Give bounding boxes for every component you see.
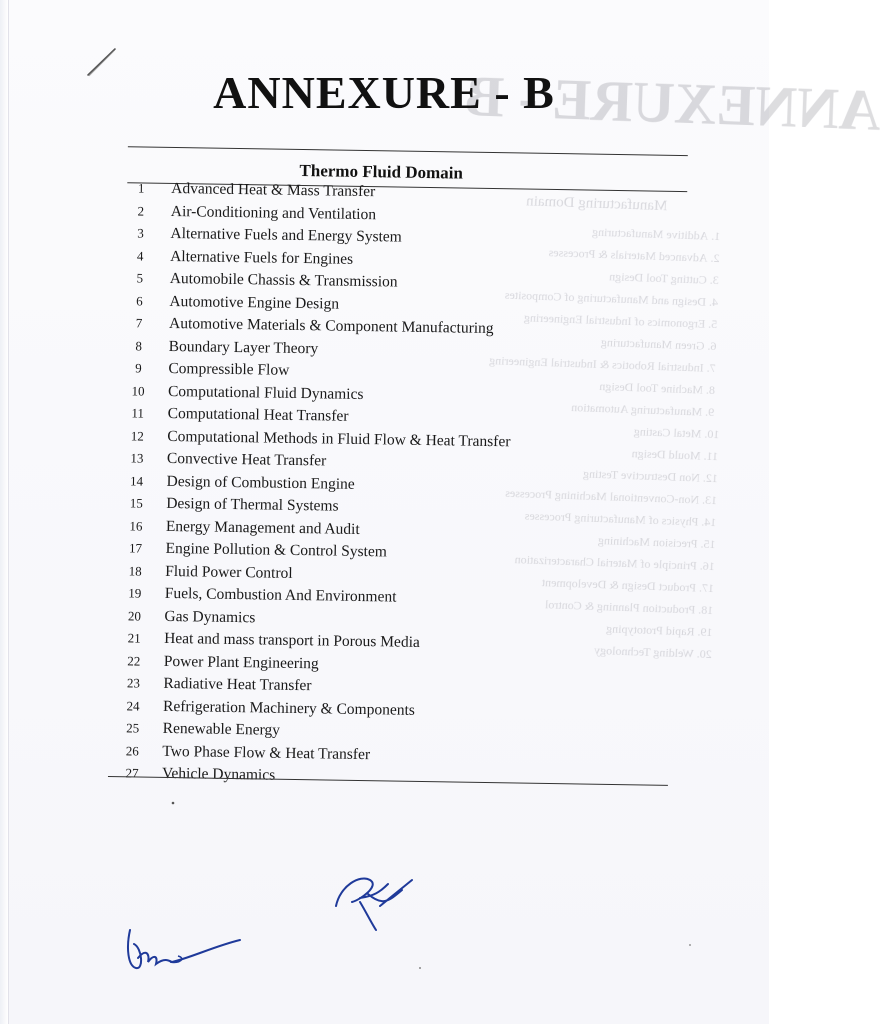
show-through-item: 2. Advanced Materials & Processes (425, 237, 708, 269)
subject-number: 6 (136, 292, 143, 309)
subject-label: Fluid Power Control (165, 562, 293, 582)
subject-number: 13 (130, 450, 144, 466)
show-through-item: 8. Machine Tool Design (421, 369, 704, 401)
subject-number: 3 (137, 225, 144, 241)
subject-label: Alternative Fuels and Energy System (170, 224, 402, 246)
subject-number: 22 (127, 652, 141, 669)
subject-number: 23 (126, 675, 141, 691)
subject-number: 25 (126, 720, 140, 736)
show-through-title: ANNEXURE - B (464, 63, 882, 143)
subject-label: Boundary Layer Theory (168, 337, 319, 357)
subject-number: 4 (136, 247, 144, 264)
subject-label: Automotive Materials & Component Manufacturing (168, 314, 494, 338)
subject-label: Engine Pollution & Control System (165, 539, 387, 561)
subject-label: Design of Thermal Systems (166, 494, 339, 515)
subject-label: Design of Combustion Engine (166, 472, 355, 493)
show-through-item: 18. Production Planning & Control (413, 589, 696, 621)
subject-number: 5 (136, 270, 144, 286)
subject-label: Automotive Engine Design (169, 292, 340, 313)
subject-number: 2 (137, 202, 145, 219)
subject-label: Energy Management and Audit (165, 517, 360, 538)
subject-number: 18 (128, 562, 142, 579)
subject-label: Convective Heat Transfer (166, 449, 327, 470)
subject-number: 7 (135, 315, 143, 331)
subject-number: 27 (125, 765, 139, 781)
subject-number: 26 (125, 742, 140, 759)
show-through-item: 6. Green Manufacturing (422, 325, 705, 357)
show-through-item: 3. Cutting Tool Design (425, 259, 708, 291)
show-through-item: 10. Metal Casting (419, 413, 702, 445)
show-through-item: 19. Rapid Prototyping (412, 611, 695, 643)
page-title: ANNEXURE - B (213, 67, 555, 118)
subject-number: 16 (129, 517, 143, 534)
subject-label: Compressible Flow (168, 359, 290, 379)
show-through-item: 17. Product Design & Development (414, 567, 697, 599)
subject-label: Gas Dynamics (164, 607, 256, 626)
subject-label: Automobile Chassis & Transmission (169, 269, 398, 291)
domain-title: Thermo Fluid Domain (299, 160, 464, 183)
subject-number: 19 (128, 585, 142, 601)
subject-label: Refrigeration Machinery & Components (162, 697, 416, 719)
subject-label: Computational Heat Transfer (167, 404, 349, 425)
show-through-item: 13. Non-Conventional Machining Processes (417, 479, 700, 511)
subject-number: 12 (130, 427, 144, 444)
show-through-item: 7. Industrial Robotics & Industrial Engineering (422, 347, 705, 379)
subject-label: Heat and mass transport in Porous Media (164, 629, 420, 651)
show-through-domain-title: Manufacturing Domain (525, 193, 668, 215)
show-through-item: 11. Mould Design (418, 435, 701, 467)
subject-number: 11 (131, 405, 145, 421)
subject-number: 9 (135, 360, 142, 376)
subject-label: Power Plant Engineering (163, 652, 319, 672)
show-through-item: 1. Additive Manufacturing (426, 215, 709, 247)
show-through-item: 16. Principle of Material Characterization (415, 545, 698, 577)
subject-label: Computational Methods in Fluid Flow & Heat Transfer (167, 427, 511, 450)
subject-number: 21 (127, 630, 141, 646)
show-through-item: 15. Precision Machining (415, 523, 698, 555)
show-through-item: 5. Ergonomics of Industrial Engineering (423, 303, 706, 335)
subject-number: 20 (127, 607, 142, 624)
subject-label: Air-Conditioning and Ventilation (170, 202, 377, 223)
subject-label: Vehicle Dynamics (161, 764, 276, 784)
show-through-item: 20. Welding Technology (412, 633, 695, 665)
subject-label: Radiative Heat Transfer (163, 674, 312, 695)
subject-number: 24 (126, 697, 140, 714)
subject-label: Alternative Fuels for Engines (170, 247, 354, 268)
subject-label: Fuels, Combustion And Environment (164, 584, 397, 606)
subject-label: Advanced Heat & Mass Transfer (171, 179, 376, 201)
subject-number: 1 (137, 180, 145, 196)
show-through-item: 12. Non Destructive Testing (418, 457, 701, 489)
subject-number: 14 (130, 472, 144, 489)
subject-label: Renewable Energy (162, 719, 281, 739)
show-through-item: 4. Design and Manufacturing of Composites (424, 281, 707, 313)
show-through-item: 9. Manufacturing Automation (420, 391, 703, 423)
subject-number: 10 (131, 382, 145, 399)
subject-label: Computational Fluid Dynamics (167, 382, 364, 403)
subject-number: 15 (129, 495, 143, 511)
show-through-item: 14. Physics of Manufacturing Processes (416, 501, 699, 533)
subject-label: Two Phase Flow & Heat Transfer (162, 742, 371, 763)
subject-number: 8 (135, 337, 143, 354)
subject-number: 17 (128, 540, 143, 556)
